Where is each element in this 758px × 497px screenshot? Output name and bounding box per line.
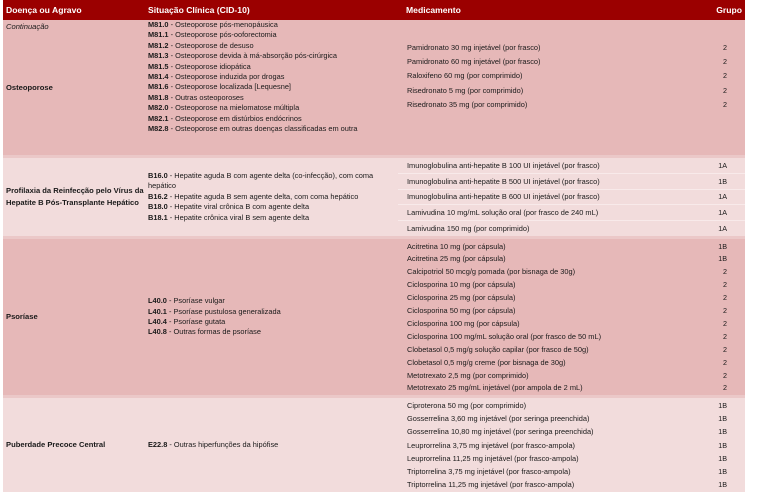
cid-item: M82.1 - Osteoporose em distúrbios endócrinos [148, 113, 302, 123]
med-group: 1B [718, 427, 727, 437]
med-name: Risedronato 5 mg (por comprimido) [407, 85, 524, 95]
med-group: 2 [723, 293, 727, 303]
med-row [398, 278, 745, 291]
cid-item: M81.8 - Outras osteoporoses [148, 92, 244, 102]
med-name: Triptorrelina 3,75 mg injetável (por frasco-ampola) [407, 466, 571, 476]
cid-item: M81.6 - Osteoporose localizada [Lequesne] [148, 82, 291, 92]
header-medication: Medicamento [406, 5, 461, 15]
med-group: 1B [718, 440, 727, 450]
section-puberdade-precoce [3, 398, 745, 492]
med-row [398, 478, 745, 491]
med-name: Raloxifeno 60 mg (por comprimido) [407, 71, 523, 81]
header-situation: Situação Clínica (CID-10) [148, 5, 250, 15]
med-row [398, 317, 745, 330]
med-group: 1B [718, 414, 727, 424]
med-name: Ciproterona 50 mg (por comprimido) [407, 400, 527, 410]
med-group: 1A [718, 224, 727, 234]
med-name: Gosserrelina 3,60 mg injetável (por seringa preenchida) [407, 414, 590, 424]
cid-list [148, 398, 398, 492]
med-name: Risedronato 35 mg (por comprimido) [407, 100, 528, 110]
med-group: 2 [723, 42, 727, 52]
med-name: Leuprorrelina 11,25 mg injetável (por frasco-ampola) [407, 453, 579, 463]
med-row [398, 221, 745, 236]
med-group: 2 [723, 57, 727, 67]
table-header [3, 0, 745, 20]
med-name: Imunoglobulina anti-hepatite B 500 UI injetável (por frasco) [407, 176, 600, 186]
med-group: 2 [723, 370, 727, 380]
med-row [398, 265, 745, 278]
med-name: Imunoglobulina anti-hepatite B 600 UI injetável (por frasco) [407, 192, 600, 202]
med-row [398, 412, 745, 425]
med-row [398, 330, 745, 343]
section-osteoporose [3, 20, 745, 158]
med-group: 2 [723, 383, 727, 393]
cid-item: L40.0 - Psoríase vulgar [148, 296, 225, 306]
med-name: Leuprorrelina 3,75 mg injetável (por frasco-ampola) [407, 440, 576, 450]
med-row [398, 240, 745, 253]
cid-item: M81.0 - Osteoporose pós-menopáusica [148, 20, 278, 29]
med-row [398, 190, 745, 206]
med-row [398, 399, 745, 412]
cid-item: B18.1 - Hepatite crônica viral B sem agente delta [148, 212, 310, 222]
med-row [398, 343, 745, 356]
cid-item: M81.1 - Osteoporose pós-ooforectomia [148, 30, 277, 40]
cid-item: E22.8 - Outras hiperfunções da hipófise [148, 439, 279, 449]
med-group: 2 [723, 71, 727, 81]
med-name: Acitretina 25 mg (por cápsula) [407, 254, 506, 264]
med-name: Metotrexato 2,5 mg (por comprimido) [407, 370, 529, 380]
med-row [398, 174, 745, 190]
med-row [398, 452, 745, 465]
med-group: 2 [723, 280, 727, 290]
cid-item: M81.3 - Osteoporose devida à má-absorção pós-cirúrgica [148, 51, 337, 61]
header-disease: Doença ou Agravo [6, 5, 82, 15]
section-hepatite-b [3, 158, 745, 239]
continuation-label: Continuação [6, 22, 49, 31]
med-name: Ciclosporina 100 mg (por cápsula) [407, 318, 520, 328]
disease-name: Osteoporose [6, 82, 53, 92]
med-group: 2 [723, 357, 727, 367]
cid-item: B18.0 - Hepatite viral crônica B com agente delta [148, 202, 310, 212]
med-row [398, 425, 745, 438]
med-name: Ciclosporina 50 mg (por cápsula) [407, 306, 516, 316]
med-row [398, 253, 745, 266]
med-group: 2 [723, 306, 727, 316]
med-name: Gosserrelina 10,80 mg injetável (por seringa preenchida) [407, 427, 594, 437]
cid-list [148, 158, 398, 236]
med-group: 2 [723, 344, 727, 354]
med-group: 1B [718, 176, 727, 186]
med-row [398, 69, 745, 83]
med-row [398, 83, 745, 97]
med-name: Clobetasol 0,5 mg/g creme (por bisnaga de 30g) [407, 357, 566, 367]
disease-name: Puberdade Precoce Central [6, 440, 106, 449]
med-name: Clobetasol 0,5 mg/g solução capilar (por frasco de 50g) [407, 344, 589, 354]
disease-cell [3, 398, 148, 492]
med-list [398, 20, 745, 155]
header-group: Grupo [716, 5, 742, 15]
disease-cell [3, 158, 148, 236]
med-row [398, 369, 745, 382]
med-group: 2 [723, 85, 727, 95]
med-name: Pamidronato 60 mg injetável (por frasco) [407, 57, 541, 67]
med-name: Imunoglobulina anti-hepatite B 100 UI injetável (por frasco) [407, 160, 600, 170]
med-name: Metotrexato 25 mg/mL injetável (por ampola de 2 mL) [407, 383, 583, 393]
med-group: 1B [718, 466, 727, 476]
disease-name: Psoríase [6, 312, 38, 321]
med-group: 1A [718, 192, 727, 202]
cid-item: L40.4 - Psoríase gutata [148, 317, 226, 326]
med-name: Acitretina 10 mg (por cápsula) [407, 241, 506, 251]
med-row [398, 205, 745, 221]
cid-list [148, 239, 398, 395]
med-group: 1B [718, 254, 727, 264]
med-group: 1B [718, 480, 727, 490]
med-row [398, 465, 745, 478]
disease-cell [3, 239, 148, 395]
med-list [398, 239, 745, 395]
med-row [398, 54, 745, 68]
med-row [398, 438, 745, 451]
med-name: Ciclosporina 100 mg/mL solução oral (por frasco de 50 mL) [407, 331, 602, 341]
cid-item: M81.5 - Osteoporose idiopática [148, 61, 251, 71]
cid-item: B16.0 - Hepatite aguda B com agente delta (co-infecção), com coma hepático [148, 170, 374, 191]
med-row [398, 381, 745, 394]
med-name: Triptorrelina 11,25 mg injetável (por frasco-ampola) [407, 480, 575, 490]
med-row [398, 98, 745, 112]
cid-list [148, 20, 398, 155]
cid-item: M81.2 - Osteoporose de desuso [148, 40, 254, 50]
cid-item: L40.8 - Outras formas de psoríase [148, 327, 261, 337]
med-group: 1B [718, 400, 727, 410]
cid-item: M82.0 - Osteoporose na mielomatose múltipla [148, 103, 300, 113]
med-group: 2 [723, 331, 727, 341]
med-name: Ciclosporina 25 mg (por cápsula) [407, 293, 516, 303]
med-row [398, 356, 745, 369]
med-group: 1B [718, 241, 727, 251]
cid-item: M82.8 - Osteoporose em outras doenças classificadas em outra [148, 124, 358, 134]
disease-cell [3, 20, 148, 155]
med-row [398, 40, 745, 54]
med-group: 1A [718, 160, 727, 170]
med-group: 1A [718, 208, 727, 218]
med-group: 2 [723, 100, 727, 110]
med-name: Ciclosporina 10 mg (por cápsula) [407, 280, 516, 290]
med-group: 1B [718, 453, 727, 463]
med-name: Calcipotriol 50 mcg/g pomada (por bisnaga de 30g) [407, 267, 576, 277]
med-row [398, 291, 745, 304]
med-row [398, 304, 745, 317]
cid-item: M81.4 - Osteoporose induzida por drogas [148, 72, 285, 82]
cid-item: B16.2 - Hepatite aguda B sem agente delta, com coma hepático [148, 191, 359, 201]
disease-name: Profilaxia da Reinfecção pelo Vírus da Hepatite B Pós-Transplante Hepático [6, 186, 144, 207]
med-list [398, 398, 745, 492]
med-row [398, 158, 745, 174]
med-name: Lamivudina 150 mg (por comprimido) [407, 224, 530, 234]
medication-table [3, 0, 745, 492]
med-list [398, 158, 745, 236]
med-group: 2 [723, 318, 727, 328]
section-psoriase [3, 239, 745, 398]
med-name: Lamivudina 10 mg/mL solução oral (por frasco de 240 mL) [407, 208, 599, 218]
cid-item: L40.1 - Psoríase pustulosa generalizada [148, 306, 281, 316]
med-name: Pamidronato 30 mg injetável (por frasco) [407, 42, 541, 52]
med-group: 2 [723, 267, 727, 277]
